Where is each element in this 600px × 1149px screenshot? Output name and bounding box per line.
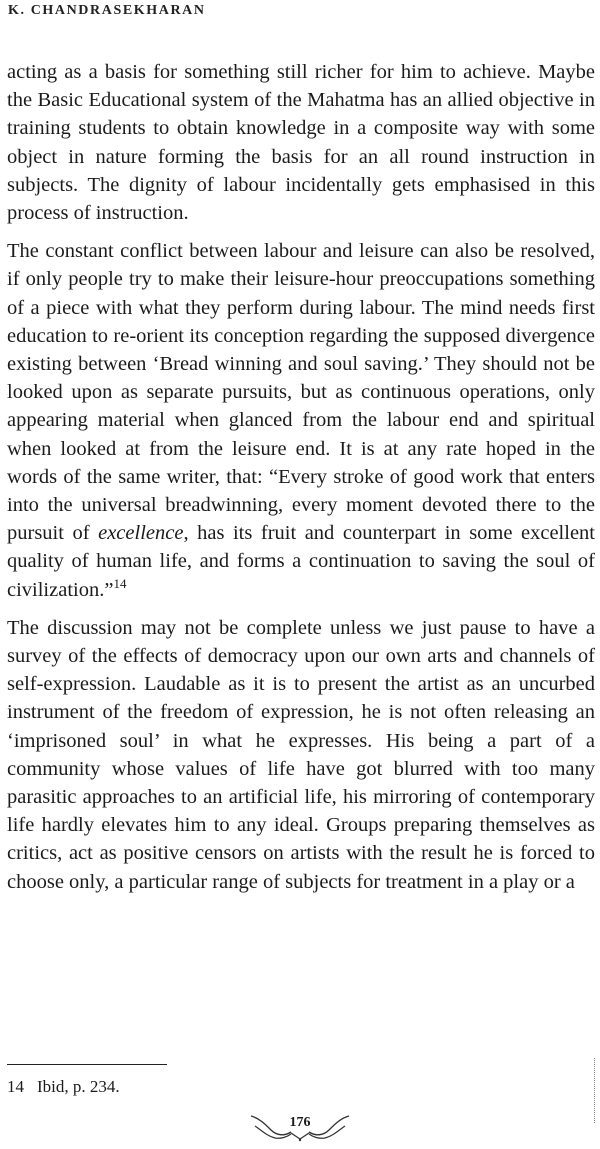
- paragraph-2-text-a: The constant conflict between labour and leisure can also be resolved, if only people try to make their leisure-hour preoccupations something of a piece with what they perform during labour. The mind needs first education to re-orient its conception regarding the supposed divergence existing between ‘Bread winning and soul saving.’ They should not be looked upon as separate pursuits, but as continuous operations, only appearing material when glanced from the labour end and spiritual when looked at from the leisure end. It is at any rate hoped in the words of the same writer, that: “Every stroke of good work that enters into the universal breadwinning, every moment devoted there to the pursuit of: [7, 240, 595, 545]
- paragraph-1: acting as a basis for something still richer for him to achieve. Maybe the Basic Educational system of the Mahatma has an allied objective in training students to obtain knowledge in a composite way with some object in nature forming the basis for an all round instruction in subjects. The dignity of labour incidentally gets emphasised in this process of instruction.: [7, 61, 595, 225]
- footnote-text: Ibid, p. 234.: [37, 1077, 120, 1096]
- paragraph-2-italic: excellence: [98, 522, 184, 545]
- page-edge-mark: [594, 1058, 598, 1123]
- paragraph-3: The discussion may not be complete unless we just pause to have a survey of the effects of democracy upon our own arts and channels of self-expression. Laudable as it is to present the artist as an uncurbed instrument of the freedom of expression, he is not often releasing an ‘imprisoned soul’ in what he expresses. His being a part of a community whose values of life have got blurred with too many parasitic approaches to an artificial life, his mirroring of contemporary life hardly elevates him to any ideal. Groups preparing themselves as critics, act as positive censors on artists with the result he is forced to choose only, a particular range of subjects for treatment in a play or a: [7, 616, 595, 893]
- footnote-number: 14: [7, 1077, 24, 1096]
- paragraph-2: [7, 237, 595, 604]
- body-text: [7, 58, 595, 906]
- paragraph-2-text-b: , has its fruit and counterpart in some excellent quality of human life, and forms a continuation to saving the soul of civilization.”: [7, 522, 595, 601]
- page-folio: [245, 1112, 355, 1142]
- footnote: [7, 1076, 120, 1098]
- running-head: K. CHANDRASEKHARAN: [8, 3, 206, 18]
- footnote-rule: [7, 1064, 167, 1065]
- page-number: 176: [289, 1115, 311, 1130]
- footnote-reference[interactable]: 14: [113, 575, 127, 591]
